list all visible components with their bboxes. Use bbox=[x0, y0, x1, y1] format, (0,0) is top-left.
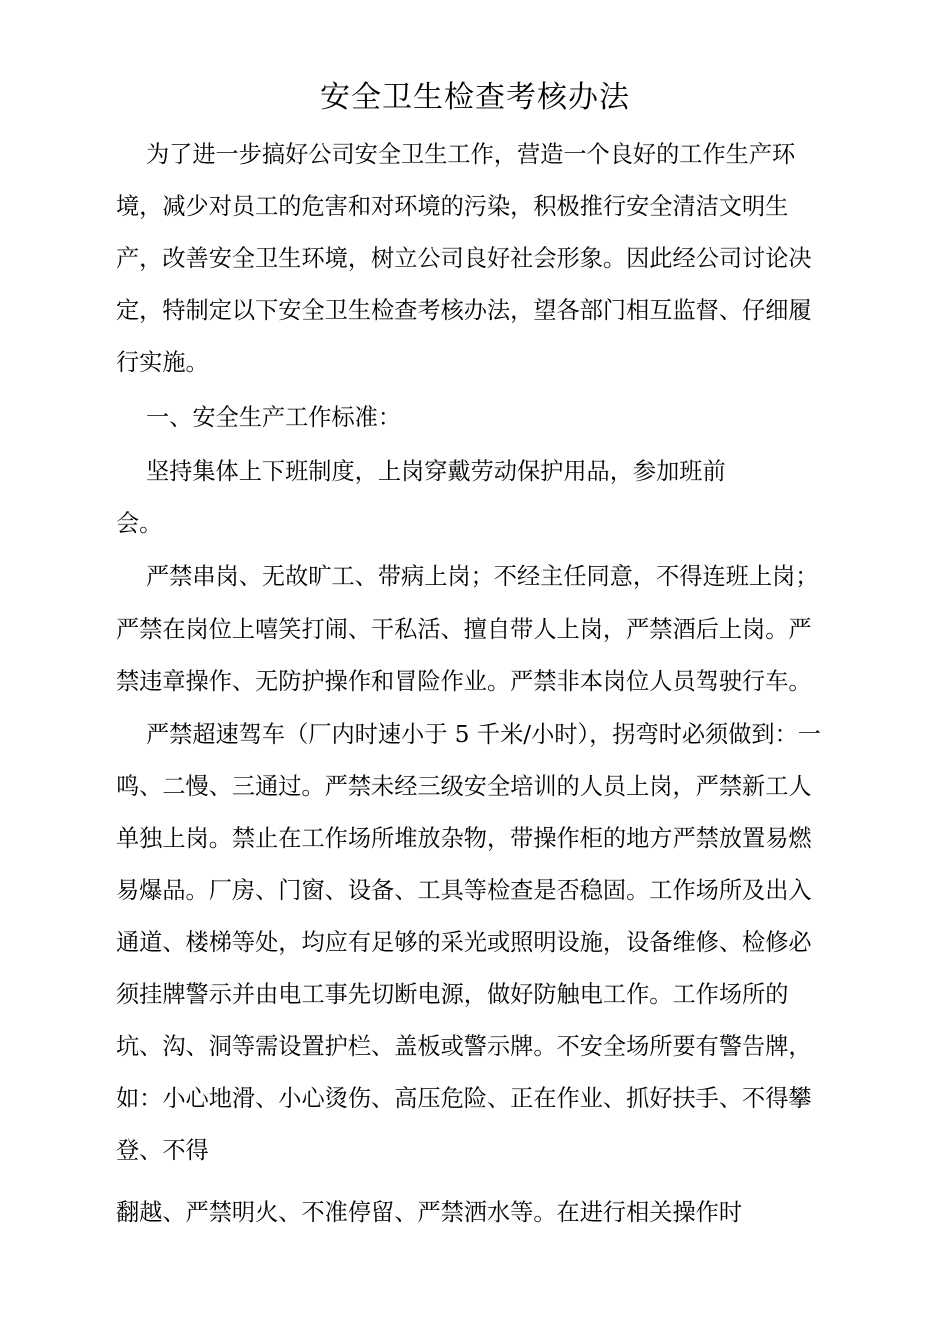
paragraph-line: 坚持集体上下班制度，上岗穿戴劳动保护用品，参加班前 bbox=[146, 458, 726, 485]
section-heading: 一、安全生产工作标准： bbox=[146, 404, 402, 431]
paragraph-line: 严禁串岗、无故旷工、带病上岗；不经主任同意，不得连班上岗； bbox=[146, 563, 819, 590]
paragraph-line: 通道、楼梯等处，均应有足够的采光或照明设施，设备维修、检修必 bbox=[116, 929, 812, 956]
paragraph-line: 易爆品。厂房、门窗、设备、工具等检查是否稳固。工作场所及出入 bbox=[116, 877, 812, 904]
paragraph-line: 翻越、严禁明火、不准停留、严禁洒水等。在进行相关操作时 bbox=[116, 1199, 743, 1226]
paragraph-line: 境，减少对员工的危害和对环境的污染，积极推行安全清洁文明生 bbox=[116, 193, 789, 220]
paragraph-line: 产，改善安全卫生环境，树立公司良好社会形象。因此经公司讨论决 bbox=[116, 245, 812, 272]
paragraph-line: 登、不得 bbox=[116, 1137, 209, 1164]
paragraph-line: 鸣、二慢、三通过。严禁未经三级安全培训的人员上岗，严禁新工人 bbox=[116, 773, 812, 800]
document-title: 安全卫生检查考核办法 bbox=[320, 80, 630, 115]
paragraph-line: 行实施。 bbox=[116, 349, 209, 376]
paragraph-line: 定，特制定以下安全卫生检查考核办法，望各部门相互监督、仔细履 bbox=[116, 297, 812, 324]
paragraph-line: 为了进一步搞好公司安全卫生工作，营造一个良好的工作生产环 bbox=[146, 141, 796, 168]
paragraph-line: 单独上岗。禁止在工作场所堆放杂物，带操作柜的地方严禁放置易燃 bbox=[116, 825, 812, 852]
paragraph-line: 须挂牌警示并由电工事先切断电源，做好防触电工作。工作场所的 bbox=[116, 981, 789, 1008]
paragraph-line: 如：小心地滑、小心烫伤、高压危险、正在作业、抓好扶手、不得攀 bbox=[116, 1085, 812, 1112]
paragraph-line: 坑、沟、洞等需设置护栏、盖板或警示牌。不安全场所要有警告牌， bbox=[116, 1033, 812, 1060]
paragraph-line: 严禁超速驾车（厂内时速小于 5 千米/小时），拐弯时必须做到：一 bbox=[146, 721, 821, 748]
paragraph-line: 禁违章操作、无防护操作和冒险作业。严禁非本岗位人员驾驶行车。 bbox=[116, 668, 812, 695]
paragraph-line: 会。 bbox=[116, 510, 163, 537]
paragraph-line: 严禁在岗位上嘻笑打闹、干私活、擅自带人上岗，严禁酒后上岗。严 bbox=[116, 616, 812, 643]
